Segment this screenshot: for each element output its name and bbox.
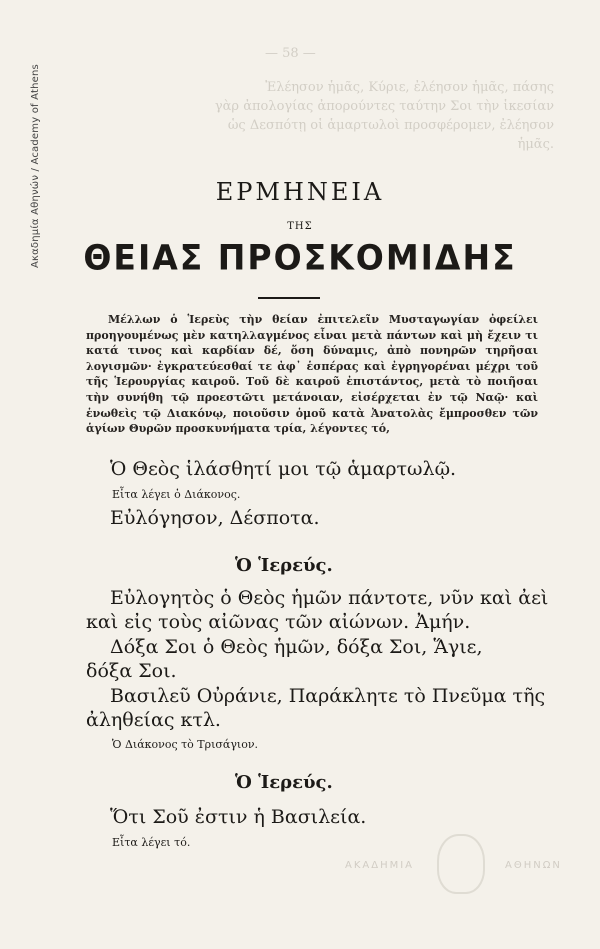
rubric-line: Ὁ Διάκονος τὸ Τρισάγιον. bbox=[112, 738, 259, 751]
stamp-text: ΑΘΗΝΩΝ bbox=[505, 860, 562, 871]
prayer-line: Εὐλογητὸς ὁ Θεὸς ἡμῶν πάντοτε, νῦν καὶ ἀεὶ bbox=[110, 587, 549, 609]
title-line-2: ΤΗΣ bbox=[287, 221, 313, 232]
bleed-line: γὰρ ἀπολογίας ἀπορούντες ταύτην Σοι τὴν ἱκεσίαν bbox=[214, 99, 554, 114]
bleed-through-text bbox=[215, 78, 554, 154]
intro-paragraph: Μέλλων ὁ Ἱερεὺς τὴν θείαν ἐπιτελεῖν Μυσταγωγίαν ὀφείλει προηγουμένως μὲν κατηλλαγμένος εἶναι μετὰ πάντων καὶ μὴ ἔχειν τι κατά τινος καὶ καρδίαν δέ, ὅση δύναμις, ἀπὸ πονηρῶν τηρῆσαι λογισμῶν· ἐγκρατεύεσθαί τε ἀφ᾽ ἑσπέρας καὶ ἐγρηγορέναι μέχρι τοῦ τῆς Ἱερουργίας καιροῦ. Τοῦ δὲ καιροῦ ἐπιστάντος, μετὰ τὸ ποιῆσαι τὴν συνήθη τῷ προεστῶτι μετάνοιαν, εἰσέρχεται ἐν τῷ Ναῷ· καὶ ἑνωθεὶς τῷ Διακόνῳ, ποιοῦσιν ὁμοῦ κατὰ Ἀνατολὰς ἔμπροσθεν τῶν ἁγίων Θυρῶν προσκυνήματα τρία, λέγοντες τό, bbox=[86, 313, 538, 436]
title-line-1: ΕΡΜΗΝΕΙΑ bbox=[215, 178, 385, 206]
prayer-line: Δόξα Σοι ὁ Θεὸς ἡμῶν, δόξα Σοι, Ἅγιε, bbox=[110, 636, 483, 658]
bleed-line: Ἐλέησον ἡμᾶς, Κύριε, ἐλέησον ἡμᾶς, πάσης bbox=[265, 80, 554, 95]
stamp-text: ΑΚΑΔΗΜΙΑ bbox=[345, 860, 415, 871]
library-credit: Ακαδημία Αθηνών / Academy of Athens bbox=[30, 64, 41, 268]
rubric-line: Εἶτα λέγει τό. bbox=[112, 836, 191, 849]
section-heading: Ὁ Ἱερεύς. bbox=[235, 772, 333, 793]
rubric-line: Εἶτα λέγει ὁ Διάκονος. bbox=[112, 488, 241, 501]
section-heading: Ὁ Ἱερεύς. bbox=[235, 555, 333, 576]
owl-emblem-icon bbox=[437, 834, 485, 894]
bleed-line: ὡς Δεσπότῃ οἱ ἁμαρτωλοὶ προσφέρομεν, ἐλέησον bbox=[227, 118, 554, 133]
prayer-line: Εὐλόγησον, Δέσποτα. bbox=[110, 507, 320, 529]
library-stamp bbox=[345, 820, 565, 890]
prayer-line: ἀληθείας κτλ. bbox=[86, 709, 221, 731]
prayer-line: Ὅτι Σοῦ ἐστιν ἡ Βασιλεία. bbox=[110, 806, 367, 828]
page-number: — 58 — bbox=[265, 46, 316, 61]
title-line-3: ΘΕΙΑΣ ΠΡΟΣΚΟΜΙΔΗΣ bbox=[83, 237, 517, 278]
prayer-line: Βασιλεῦ Οὐράνιε, Παράκλητε τὸ Πνεῦμα τῆς bbox=[110, 685, 546, 707]
prayer-line: Ὁ Θεὸς ἱλάσθητί μοι τῷ ἁμαρτωλῷ. bbox=[110, 458, 457, 480]
bleed-line: ἡμᾶς. bbox=[517, 137, 554, 152]
title-divider bbox=[258, 297, 320, 299]
prayer-line: καὶ εἰς τοὺς αἰῶνας τῶν αἰώνων. Ἀμήν. bbox=[86, 611, 471, 633]
prayer-line: δόξα Σοι. bbox=[86, 660, 177, 682]
